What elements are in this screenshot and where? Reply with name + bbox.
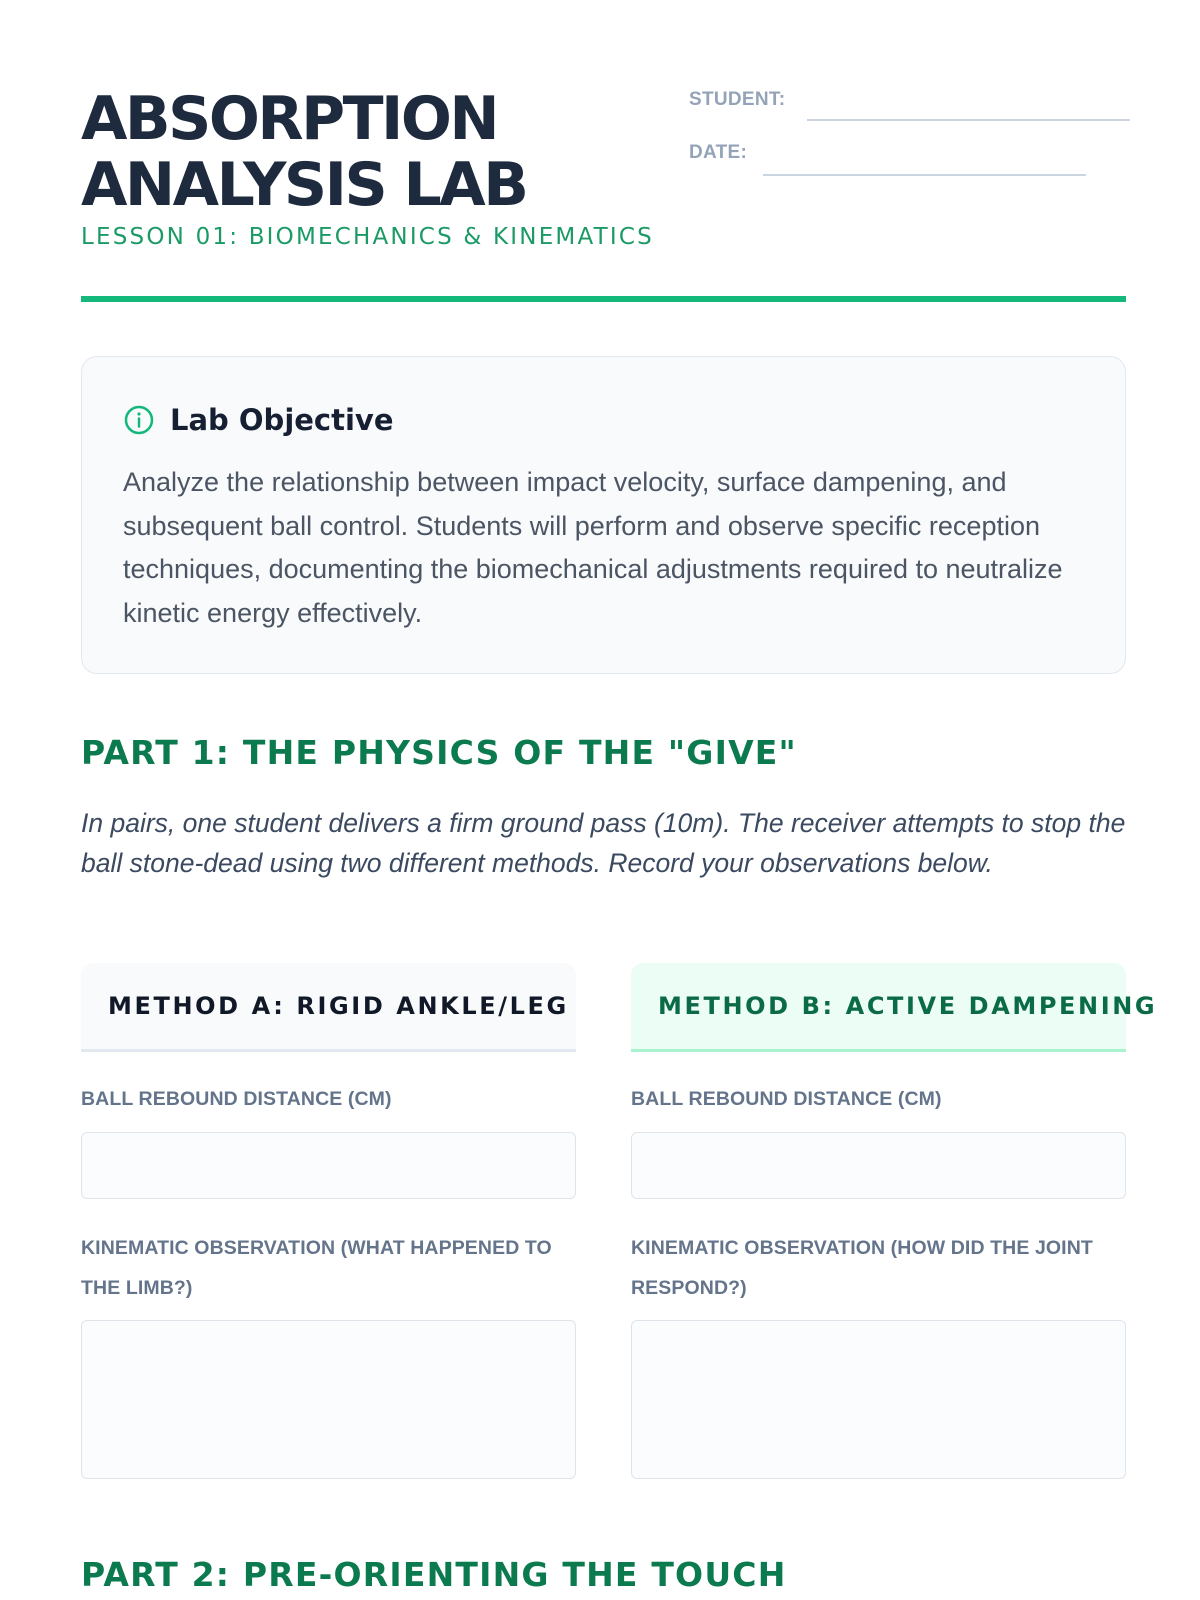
worksheet-page: [81, 0, 1158, 1600]
objective-title: Lab Objective: [170, 403, 394, 437]
part1-instructions: In pairs, one student delivers a firm ground pass (10m). The receiver attempts to stop the ball stone-dead using two different methods. Record your observations below.: [81, 808, 1126, 878]
method-b-header-wrap: [631, 963, 1158, 1052]
method-b-heading: METHOD B: ACTIVE DAMPENING: [631, 963, 1126, 1052]
part1-title: PART 1: THE PHYSICS OF THE "GIVE": [81, 733, 797, 772]
method-a-rebound-input[interactable]: [81, 1132, 576, 1199]
method-a-kinematic-textarea[interactable]: [81, 1320, 576, 1479]
method-b-column: [631, 0, 1158, 1600]
method-a-header-wrap: [81, 963, 576, 1052]
method-a-rebound-label: BALL REBOUND DISTANCE (CM): [81, 1088, 392, 1110]
method-b-rebound-label: BALL REBOUND DISTANCE (CM): [631, 1088, 942, 1110]
method-a-kinematic-label: KINEMATIC OBSERVATION (WHAT HAPPENED TO THE LIMB?): [81, 1237, 552, 1299]
method-a-heading: METHOD A: RIGID ANKLE/LEG: [81, 963, 576, 1052]
title-line-1: ABSORPTION: [81, 84, 498, 154]
method-a-column: [81, 0, 576, 1600]
method-b-kinematic-textarea[interactable]: [631, 1320, 1126, 1479]
date-label: DATE:: [689, 142, 748, 163]
lesson-subtitle: LESSON 01: BIOMECHANICS & KINEMATICS: [81, 224, 654, 250]
method-b-kinematic-label: KINEMATIC OBSERVATION (HOW DID THE JOINT RESPOND?): [631, 1237, 1093, 1299]
title-line-2: ANALYSIS LAB: [81, 150, 527, 220]
method-b-rebound-input[interactable]: [631, 1132, 1126, 1199]
student-label: STUDENT:: [689, 89, 786, 110]
objective-text: Analyze the relationship between impact velocity, surface dampening, and subsequent ball control. Students will perform and observe specific reception techniques, documenting the biomechanical adjustments required to neutralize kinetic energy effectively.: [123, 467, 1063, 628]
part2-title: PART 2: PRE-ORIENTING THE TOUCH: [81, 1555, 787, 1594]
